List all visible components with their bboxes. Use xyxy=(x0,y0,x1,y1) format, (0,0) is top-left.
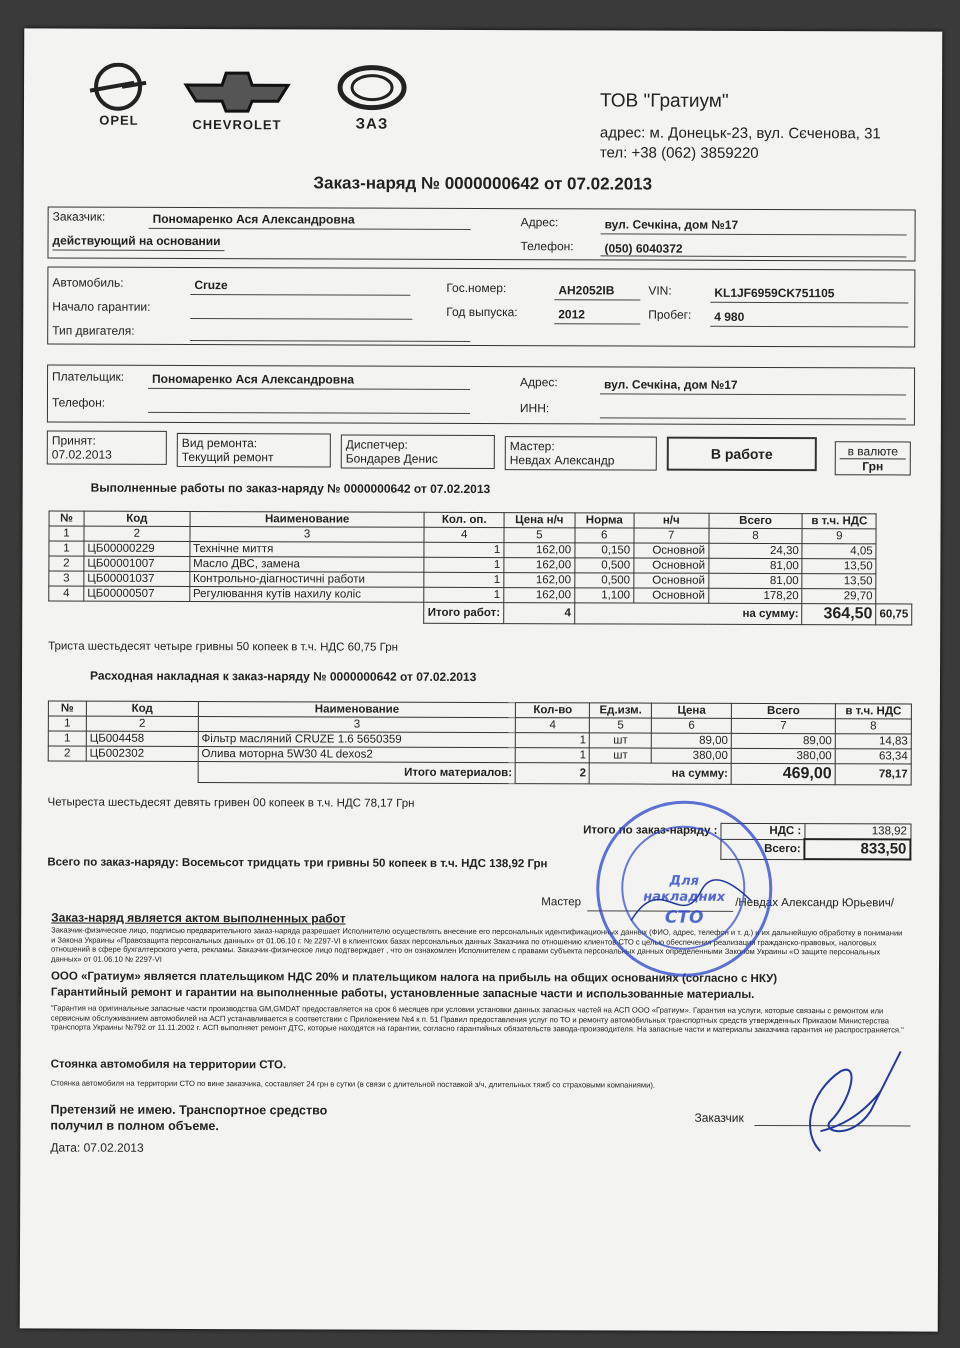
repair-type-value: Текущий ремонт xyxy=(181,449,274,465)
no-claims-line-1: Претензий не имею. Транспортное средство xyxy=(50,1102,328,1118)
column-number: 5 xyxy=(590,718,652,733)
dispatcher-value: Бондарев Денис xyxy=(345,451,438,466)
brand-opel: OPEL xyxy=(99,112,139,128)
company-phone: тел: +38 (062) 3859220 xyxy=(599,144,759,162)
payer-label: Плательщик: xyxy=(52,369,125,384)
zaz-logo xyxy=(330,63,414,133)
column-header: Код xyxy=(86,701,198,716)
all-label: Всего: xyxy=(721,839,805,859)
works-total-row xyxy=(49,601,912,625)
table-cell: 4,05 xyxy=(802,544,876,559)
table-cell: ЦБ00000507 xyxy=(84,586,190,601)
master-signature-scribble xyxy=(621,850,761,940)
warranty-title: Гарантийный ремонт и гарантии на выполненные работы, установленные запасные части и использованные материалы. xyxy=(50,986,755,1001)
master-signature-name: /Невдах Александр Юрьевич/ xyxy=(735,896,895,910)
table-cell: ЦБ00001037 xyxy=(84,571,190,586)
payer-name: Пономаренко Ася Александровна xyxy=(152,371,355,387)
column-number: 4 xyxy=(516,718,590,733)
brand-zaz: ЗАЗ xyxy=(355,115,389,133)
underline xyxy=(600,417,906,419)
table-cell: 1 xyxy=(516,733,590,748)
empty-cell xyxy=(49,601,425,623)
table-cell: Масло ДВС, замена xyxy=(190,556,425,572)
master-box xyxy=(505,436,657,471)
table-cell: 0,500 xyxy=(575,558,634,573)
column-number: 4 xyxy=(424,527,503,542)
table-cell: 89,00 xyxy=(731,733,835,748)
works-sum-value: 364,50 xyxy=(802,604,876,625)
works-total-count: 4 xyxy=(504,603,575,624)
currency-box xyxy=(835,441,911,475)
column-header: Ед.изм. xyxy=(590,703,652,718)
accepted-box xyxy=(47,430,167,464)
materials-total-label: Итого материалов: xyxy=(198,762,516,784)
table-cell: Олива моторна 5W30 4L dexos2 xyxy=(198,747,516,763)
table-cell: шт xyxy=(590,748,652,763)
column-header: н/ч xyxy=(634,513,709,528)
customer-signature-scribble xyxy=(780,1031,910,1161)
materials-sum-value: 469,00 xyxy=(731,763,835,784)
no-claims-line-2: получил в полном объеме. xyxy=(50,1118,219,1134)
table-cell: 3 xyxy=(49,571,84,586)
underline xyxy=(600,393,906,395)
payer-inn-label: ИНН: xyxy=(519,401,550,416)
table-cell: 2 xyxy=(48,746,86,761)
vat-total: 138,92 xyxy=(805,824,911,840)
plate-number: АН2052ІВ xyxy=(558,283,615,298)
parking-text: Стоянка автомобиля на территории СТО по вине заказчика, составляет 24 грн в сутки (в связи с длительной поставкой з/ч, длительных тяжб со страховыми компаниями). xyxy=(50,1078,656,1090)
column-number: 8 xyxy=(709,528,803,543)
table-cell: 1 xyxy=(48,731,86,746)
table-cell: 1,100 xyxy=(574,588,633,603)
payer-phone-label: Телефон: xyxy=(51,395,106,410)
opel-logo xyxy=(76,63,160,128)
master-signature-label: Мастер xyxy=(541,896,582,909)
accepted-date: 07.02.2013 xyxy=(51,447,112,462)
works-in-words: Триста шестьдесят четыре гривны 50 копеек в т.ч. НДС 60,75 Грн xyxy=(48,640,399,654)
act-text: Заказчик-физическое лицо, подписью предварительного заказ-наряда разрешает Исполнителю осуществлять внесение его персональных идентификационных данных (ФИО, адрес, телефон и т. д.) и их дальнейшую обработку в понимании и Закона Украины «Правозащита персональных данных» от 01.06.10 г. № 2297-VI в клиентских базах персональных данных Заказчика по отношению клиентов СТО с целью обеспечения реализации гражданско-правовых, налоговых отношений в сфере бухгалтерского учета, рекламы. Заказчик-физическое лицо подтверждает , что он ознакомлен Исполнителем с правами субъекта персональных данных определенными Законом Украины «О защите персональных данных» от 01.06.10 № 2297-VI xyxy=(51,925,903,964)
customer-address: вул. Сечкіна, дом №17 xyxy=(604,217,739,232)
table-cell: Основной xyxy=(634,558,709,573)
table-cell: 2 xyxy=(49,556,84,571)
stamp-line-1: Для xyxy=(669,873,700,889)
parking-title: Стоянка автомобиля на территории СТО. xyxy=(50,1058,287,1072)
empty-cell xyxy=(48,761,198,783)
underline xyxy=(149,228,471,230)
table-cell: ЦБ002302 xyxy=(86,746,198,761)
underline xyxy=(601,233,907,235)
column-number: 2 xyxy=(84,526,190,541)
car-label: Автомобиль: xyxy=(52,275,124,290)
column-header: в т.ч. НДС xyxy=(835,704,911,719)
table-cell: Основной xyxy=(634,573,709,588)
master-value: Невдах Александр xyxy=(509,453,615,468)
works-sum-label: на сумму: xyxy=(574,603,802,625)
column-number: 1 xyxy=(48,716,86,731)
customer-basis: действующий на основании xyxy=(52,233,221,249)
underline xyxy=(600,255,906,257)
payer-block xyxy=(47,364,915,425)
mileage-label: Пробег: xyxy=(648,307,692,322)
table-cell: Регулювання кутів нахилу коліс xyxy=(189,586,424,602)
repair-type-box xyxy=(177,433,331,468)
customer-block xyxy=(47,206,915,261)
column-number: 1 xyxy=(49,526,84,541)
table-cell: Контрольно-діагностичні работи xyxy=(189,571,424,587)
column-header: Наименование xyxy=(198,702,516,718)
grand-total: 833,50 xyxy=(805,839,911,859)
table-cell: 162,00 xyxy=(504,573,575,588)
table-cell: 13,50 xyxy=(802,574,876,589)
table-cell: 13,50 xyxy=(802,559,876,574)
work-order-sheet xyxy=(20,28,943,1331)
table-cell: 162,00 xyxy=(504,543,575,558)
table-cell: 162,00 xyxy=(504,588,575,603)
grand-total-in-words: Всего по заказ-наряду: Восемьсот тридцать три гривны 50 копеек в т.ч. НДС 138,92 Грн xyxy=(47,856,548,871)
table-cell: 89,00 xyxy=(652,733,732,748)
underline xyxy=(554,299,640,300)
table-cell: 1 xyxy=(49,541,84,556)
column-header: Кол. оп. xyxy=(425,512,504,527)
customer-phone: (050) 6040372 xyxy=(604,241,683,256)
dispatcher-box xyxy=(341,435,495,470)
stamp-line-2: накладних xyxy=(643,889,726,905)
underline xyxy=(52,250,224,252)
year-label: Год выпуска: xyxy=(446,304,518,320)
works-title: Выполненные работы по заказ-наряду № 0000000642 от 07.02.2013 xyxy=(90,480,491,497)
vin-number: KL1JF6959CK751105 xyxy=(714,285,835,301)
car-model: Cruze xyxy=(194,277,228,293)
table-cell: 4 xyxy=(49,586,84,601)
column-number: 6 xyxy=(652,718,732,733)
table-cell: 1 xyxy=(424,557,503,572)
table-cell: Фільтр масляний CRUZE 1.6 5650359 xyxy=(198,732,516,748)
table-cell: Основной xyxy=(634,543,709,558)
master-label: Мастер: xyxy=(509,439,555,454)
table-cell: шт xyxy=(590,733,652,748)
vat-payer-note: ООО «Гратиум» является плательщиком НДС 20% и плательщиком налога на прибыль на общих основаниях (согласно с НКУ) xyxy=(50,970,778,986)
table-cell: Технічне миття xyxy=(190,541,425,557)
plate-label: Гос.номер: xyxy=(446,280,507,296)
status-badge: В работе xyxy=(667,437,817,472)
underline xyxy=(190,294,410,296)
table-cell: 0,500 xyxy=(575,573,634,588)
chevrolet-bowtie-icon xyxy=(182,63,292,119)
engine-label: Тип двигателя: xyxy=(52,323,135,338)
table-cell: Основной xyxy=(633,588,708,603)
works-total-label: Итого работ: xyxy=(424,602,503,623)
table-cell: 81,00 xyxy=(708,573,802,588)
materials-sum-label: на сумму: xyxy=(589,763,731,784)
dispatcher-label: Диспетчер: xyxy=(345,437,408,452)
vin-label: VIN: xyxy=(648,283,672,298)
works-table xyxy=(48,510,912,625)
table-cell: 1 xyxy=(424,542,503,557)
underline xyxy=(190,340,470,342)
warranty-text: "Гарантия на оригинальные запасные части производства GM,GMDAT предоставляется на срок 6 месяцев при условии установки данных запасных частей на АСП ООО «Гратиум». Гарантия на услуги, которые связаны с ремонтом или сервисным обслуживанием автомобилей на АСП устанавливается в соответствии с Приложением №4 к п. 51 Правил предоставления услуг по ТО и ремонту автомобильных транспортных средств утвержденных Приказом Министерства транспорта Украины №792 от 11.11.2002 г. АСП выполняет ремонт ДТС, которые находятся на гарантии, согласно гарантийных обязательств завода-производителя. На запасные части и материалы заказчика гарантия не распространяется." xyxy=(50,1003,904,1035)
chevrolet-logo xyxy=(182,63,292,133)
column-number: 5 xyxy=(504,528,575,543)
column-number: 6 xyxy=(575,528,634,543)
column-header: № xyxy=(48,701,86,716)
underline xyxy=(710,302,908,304)
underline xyxy=(710,326,908,328)
column-header: Кол-во xyxy=(516,703,590,718)
materials-table xyxy=(48,700,912,785)
underline xyxy=(554,323,640,324)
column-number: 3 xyxy=(198,717,516,733)
table-cell: ЦБ00000229 xyxy=(84,541,190,556)
act-title: Заказ-наряд является актом выполненных работ xyxy=(51,910,346,926)
payer-address: вул. Сечкіна, дом №17 xyxy=(604,377,738,392)
table-cell: 24,30 xyxy=(709,543,803,558)
table-cell: 0,150 xyxy=(575,543,634,558)
column-header: в т.ч. НДС xyxy=(802,514,876,529)
customer-address-label: Адрес: xyxy=(520,215,559,230)
table-cell: 1 xyxy=(516,748,590,763)
opel-emblem-icon xyxy=(76,63,160,119)
column-header: Код xyxy=(84,511,190,526)
column-number: 2 xyxy=(86,716,198,731)
customer-label: Заказчик: xyxy=(52,209,106,224)
mileage-value: 4 980 xyxy=(714,309,745,324)
table-cell: ЦБ004458 xyxy=(86,731,198,746)
column-number: 7 xyxy=(731,718,835,733)
table-cell: 29,70 xyxy=(802,589,876,604)
vat-label: НДС : xyxy=(721,823,805,839)
table-cell: 380,00 xyxy=(731,748,835,763)
table-cell: 1 xyxy=(424,572,503,587)
column-header: Цена н/ч xyxy=(504,513,575,528)
zaz-emblem-icon xyxy=(330,63,414,119)
order-total-label: Итого по заказ-наряду : xyxy=(583,824,718,838)
repair-type-label: Вид ремонта: xyxy=(181,435,258,451)
table-cell: ЦБ00001007 xyxy=(84,556,190,571)
column-number: 8 xyxy=(835,719,911,734)
materials-total-row xyxy=(48,761,911,785)
materials-title: Расходная накладная к заказ-наряду № 0000000642 от 07.02.2013 xyxy=(89,668,477,684)
table-cell: 380,00 xyxy=(651,748,731,763)
column-number: 7 xyxy=(634,528,709,543)
customer-signature-label: Заказчик xyxy=(694,1110,744,1125)
table-cell: 162,00 xyxy=(504,558,575,573)
table-cell: 81,00 xyxy=(709,558,803,573)
column-header: Наименование xyxy=(190,511,425,527)
column-header: Всего xyxy=(709,513,803,528)
warranty-label: Начало гарантии: xyxy=(52,299,151,314)
works-sum-vat: 60,75 xyxy=(876,604,912,625)
underline xyxy=(148,412,470,414)
currency-value: Грн xyxy=(862,459,884,474)
column-number: 9 xyxy=(802,529,876,544)
column-header: Норма xyxy=(575,513,634,528)
document-date: Дата: 07.02.2013 xyxy=(50,1140,144,1155)
car-block xyxy=(47,266,915,347)
table-cell: 14,83 xyxy=(835,734,911,749)
table-cell: 178,20 xyxy=(708,588,802,603)
materials-sum-vat: 78,17 xyxy=(835,764,911,785)
table-cell: 1 xyxy=(424,587,503,602)
customer-phone-label: Телефон: xyxy=(520,239,574,254)
table-cell: 63,34 xyxy=(835,749,911,764)
materials-in-words: Четыреста шестьдесят девять гривен 00 копеек в т.ч. НДС 78,17 Грн xyxy=(47,796,415,810)
materials-total-count: 2 xyxy=(516,763,590,784)
currency-label: в валюте xyxy=(840,444,906,459)
brand-chevrolet: CHEVROLET xyxy=(192,116,282,133)
underline xyxy=(190,318,412,320)
payer-address-label: Адрес: xyxy=(520,375,558,390)
column-header: Всего xyxy=(732,703,836,718)
customer-name: Пономаренко Ася Александровна xyxy=(152,211,355,227)
column-header: Цена xyxy=(652,703,732,718)
stamp-line-3: СТО xyxy=(664,907,704,928)
column-number: 3 xyxy=(190,526,425,542)
column-header: № xyxy=(49,511,84,526)
order-title: Заказ-наряд № 0000000642 от 07.02.2013 xyxy=(313,173,653,194)
accepted-label: Принят: xyxy=(51,433,96,448)
year-value: 2012 xyxy=(558,307,586,322)
company-name: ТОВ "Гратиум" xyxy=(599,90,729,112)
company-address: адрес: м. Донецьк-23, вул. Сєченова, 31 xyxy=(599,124,881,143)
underline xyxy=(148,388,470,390)
